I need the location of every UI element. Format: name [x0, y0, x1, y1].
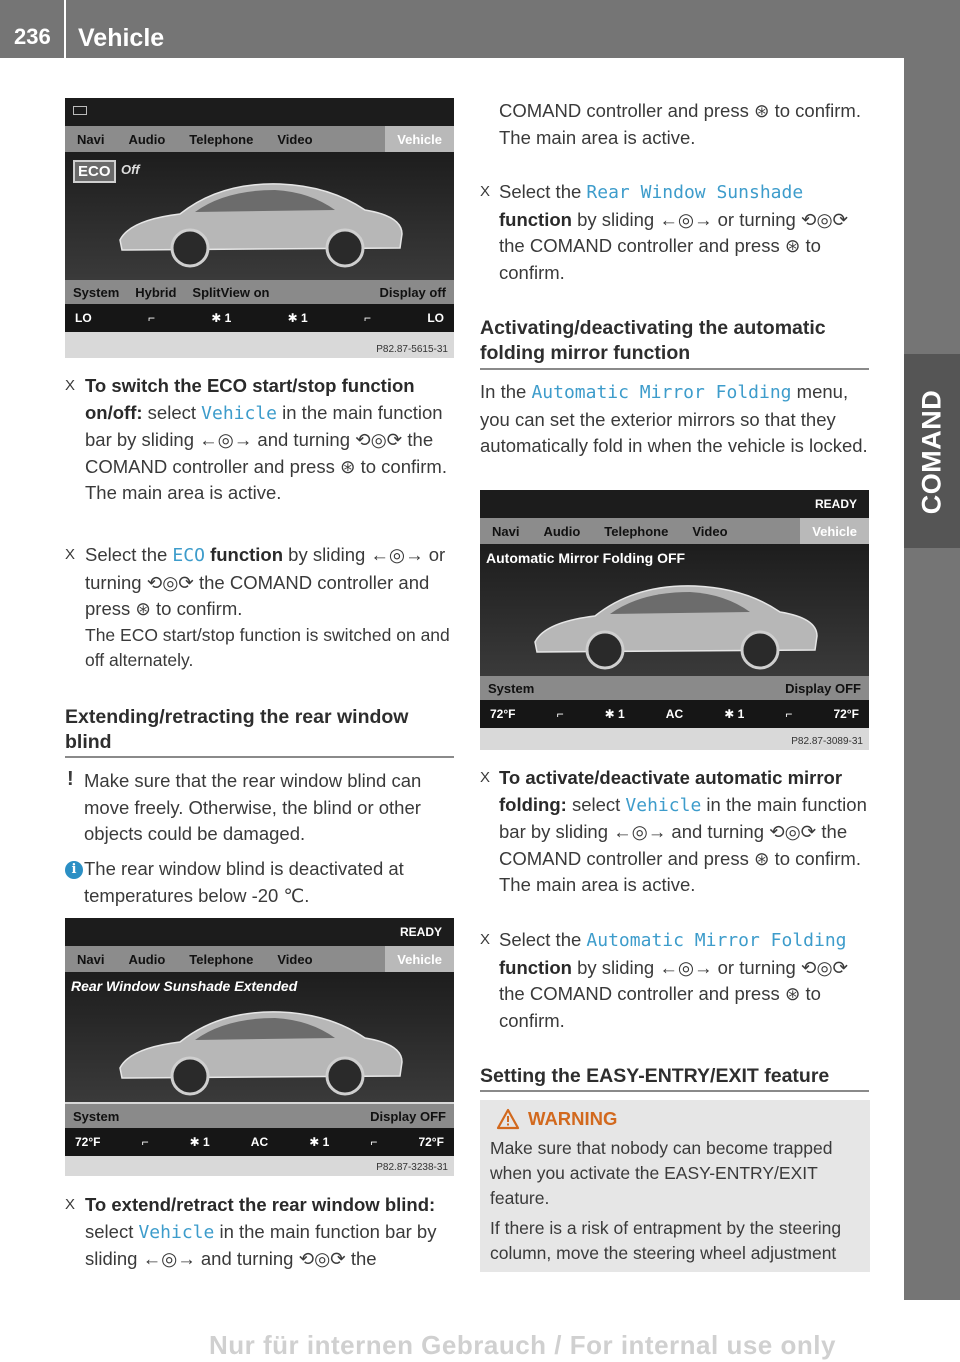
temp-right: LO: [427, 311, 444, 325]
status-strip: [480, 490, 869, 518]
sys-item: Hybrid: [135, 284, 177, 300]
sys-item: SplitView on: [192, 284, 270, 300]
step-result: The main area is active.: [85, 482, 282, 504]
nav-item: Video: [277, 951, 313, 967]
step-text: COMAND controller and press ⊛ to confirm.: [499, 100, 861, 121]
side-tab-label: COMAND: [916, 389, 947, 515]
step-rear-blind-select: [65, 1192, 455, 1273]
car-illustration: [110, 170, 410, 270]
nav-item: Video: [277, 131, 313, 147]
temp-right: 72°F: [418, 1135, 444, 1149]
section-title: Vehicle: [78, 24, 165, 52]
system-bar: [65, 1104, 454, 1128]
step-mirror-function: [480, 927, 870, 1034]
menu-item: Vehicle: [201, 402, 277, 424]
nav-item: Audio: [128, 131, 166, 147]
nav-item: Navi: [492, 523, 520, 539]
intro-text: In the: [480, 381, 527, 402]
info-text: The rear window blind is deactivated at temperatures below -20 ℃.: [84, 858, 404, 906]
info-icon: i: [65, 861, 83, 879]
step-arrow-icon: X: [65, 546, 76, 563]
step-result: The main area is active.: [499, 874, 696, 896]
nav-item: Navi: [77, 951, 105, 967]
step-eco-select: [65, 373, 455, 507]
step-text: by sliding ←◎→ or turning ⟲◎⟳ the COMAND controller and press ⊛ to confirm.: [499, 956, 849, 1031]
step-text: in the main function bar by sliding ←◎→ and turning ⟲◎⟳ the: [85, 1220, 437, 1270]
warning-triangle-icon: [496, 1108, 520, 1130]
screenshot-eco: [65, 98, 454, 358]
step-continuation: [499, 98, 869, 151]
seat-icon: ⌐: [147, 311, 155, 325]
screenshot-rear-sunshade: [65, 918, 454, 1176]
system-bar: [65, 280, 454, 304]
mirror-intro: [480, 379, 870, 460]
main-function-bar: [65, 126, 454, 152]
climate-bar: [65, 304, 454, 332]
seat-icon: ⌐: [556, 707, 564, 721]
step-text: select: [147, 401, 196, 423]
step-text: by sliding ←◎→ or turning ⟲◎⟳ the COMAND controller and press ⊛ to confirm.: [499, 208, 849, 283]
menu-item: Automatic Mirror Folding: [531, 382, 792, 403]
ac-label: AC: [250, 1135, 269, 1149]
notice-icon: !: [67, 768, 74, 790]
menu-item: Rear Window Sunshade: [586, 182, 804, 203]
step-arrow-icon: X: [480, 931, 491, 948]
image-code: P82.87-3089-31: [791, 736, 863, 747]
step-bold: function: [499, 208, 572, 230]
header-divider: [64, 0, 66, 58]
temp-left: LO: [75, 311, 92, 325]
seat-icon: ⌐: [370, 1135, 378, 1149]
nav-item: Navi: [77, 131, 105, 147]
step-bold: function: [210, 544, 284, 565]
sys-item: System: [73, 1108, 120, 1124]
nav-item-active: Vehicle: [385, 946, 454, 973]
climate-bar: [65, 1128, 454, 1156]
ready-status: READY: [814, 497, 857, 511]
heading-rule: [480, 368, 869, 370]
side-tab: [904, 58, 960, 1300]
step-text: Select the: [85, 544, 168, 565]
car-illustration: [525, 572, 825, 672]
step-text: select: [571, 793, 621, 815]
step-bold: To switch the ECO start/stop function on/off:: [85, 375, 415, 423]
temp-left: 72°F: [490, 707, 516, 721]
step-result: The main area is active.: [499, 126, 696, 148]
step-bold: To extend/retract the rear window blind:: [85, 1194, 436, 1215]
step-arrow-icon: X: [65, 377, 76, 394]
step-text: Select the: [499, 181, 582, 202]
nav-item: Telephone: [189, 131, 254, 147]
footer-watermark: Nur für internen Gebrauch / For internal use only: [209, 1330, 836, 1360]
nav-item-active: Vehicle: [385, 126, 454, 153]
main-area: [65, 972, 454, 1102]
fan-icon: ✱ 1: [189, 1135, 210, 1149]
fan-icon: ✱ 1: [724, 707, 745, 721]
heading-rear-blind: Extending/retracting the rear window blind: [65, 706, 409, 753]
temp-right: 72°F: [833, 707, 859, 721]
step-mirror-select: [480, 765, 872, 899]
warning-text: Make sure that nobody can become trapped when you activate the EASY-ENTRY/EXIT feature.: [490, 1138, 833, 1208]
step-result: The ECO start/stop function is switched on and off alternately.: [85, 624, 450, 670]
phone-icon: [73, 106, 87, 115]
notice-text: Make sure that the rear window blind can move freely. Otherwise, the blind or other objects could be damaged.: [84, 770, 422, 845]
step-text: select: [85, 1220, 134, 1242]
climate-bar: [480, 700, 869, 728]
step-arrow-icon: X: [480, 769, 491, 786]
seat-icon: ⌐: [785, 707, 793, 721]
nav-item: Audio: [128, 951, 166, 967]
seat-icon: ⌐: [141, 1135, 149, 1149]
nav-item: Video: [692, 523, 728, 539]
nav-item: Audio: [543, 523, 581, 539]
nav-item-active: Vehicle: [800, 518, 869, 545]
main-function-bar: [65, 946, 454, 972]
step-sunshade-function: [480, 179, 870, 286]
eco-badge: ECO: [73, 160, 116, 183]
main-area: [480, 544, 869, 676]
fan-icon: ✱ 1: [211, 311, 232, 325]
screenshot-mirror-folding: [480, 490, 869, 750]
heading-easy-entry: Setting the EASY-ENTRY/EXIT feature: [480, 1065, 830, 1087]
fan-icon: ✱ 1: [287, 311, 308, 325]
heading-rule: [65, 756, 454, 758]
step-arrow-icon: X: [480, 183, 491, 200]
screen-title: Rear Window Sunshade Extended: [71, 978, 298, 994]
nav-item: Telephone: [189, 951, 254, 967]
status-strip: [65, 98, 454, 126]
main-function-bar: [480, 518, 869, 544]
heading-rule: [480, 1090, 869, 1092]
image-code: P82.87-3238-31: [376, 1162, 448, 1173]
menu-item: Vehicle: [138, 1221, 215, 1243]
step-text: in the main function bar by sliding ←◎→ and turning ⟲◎⟳ the COMAND controller and press ⊛ to confirm.: [85, 401, 447, 477]
system-bar: [480, 676, 869, 700]
ready-status: READY: [399, 925, 442, 939]
fan-icon: ✱ 1: [604, 707, 625, 721]
step-text: by sliding ←◎→ or turning ⟲◎⟳ the COMAND controller and press ⊛ to confirm.: [85, 544, 446, 620]
step-eco-function: [65, 542, 455, 673]
sys-item: Display OFF: [785, 680, 861, 696]
step-bold: function: [499, 956, 572, 978]
step-text: Select the: [499, 929, 582, 950]
heading-mirror-folding: Activating/deactivating the automatic folding mirror function: [480, 317, 826, 364]
menu-item: Vehicle: [625, 794, 702, 816]
sys-item: Display OFF: [370, 1108, 446, 1124]
image-code: P82.87-5615-31: [376, 344, 448, 355]
main-area: [65, 152, 454, 280]
screen-title: Automatic Mirror Folding OFF: [486, 550, 686, 566]
menu-item: ECO: [172, 545, 205, 566]
sys-item: Display off: [379, 284, 446, 300]
seat-icon: ⌐: [364, 311, 372, 325]
sys-item: System: [73, 284, 120, 300]
eco-state: Off: [121, 162, 140, 177]
step-text: in the main function bar by sliding ←◎→ and turning ⟲◎⟳ the COMAND controller and press ⊛ to confirm.: [499, 793, 867, 869]
warning-text: If there is a risk of entrapment by the steering column, move the steering wheel adjustment: [490, 1218, 842, 1263]
warning-title: WARNING: [528, 1108, 618, 1129]
page-number: 236: [14, 24, 51, 49]
fan-icon: ✱ 1: [309, 1135, 330, 1149]
step-bold: To activate/deactivate automatic mirror folding:: [499, 767, 843, 815]
intro-text: menu, you can set the exterior mirrors so that they automatically fold in when the vehicle is locked.: [480, 381, 868, 457]
sys-item: System: [488, 680, 535, 696]
car-illustration: [110, 998, 410, 1098]
warning-box: [480, 1100, 870, 1272]
ac-label: AC: [665, 707, 684, 721]
status-strip: [65, 918, 454, 946]
nav-item: Telephone: [604, 523, 669, 539]
menu-item: Automatic Mirror Folding: [586, 930, 847, 951]
temp-left: 72°F: [75, 1135, 101, 1149]
step-arrow-icon: X: [65, 1196, 76, 1213]
